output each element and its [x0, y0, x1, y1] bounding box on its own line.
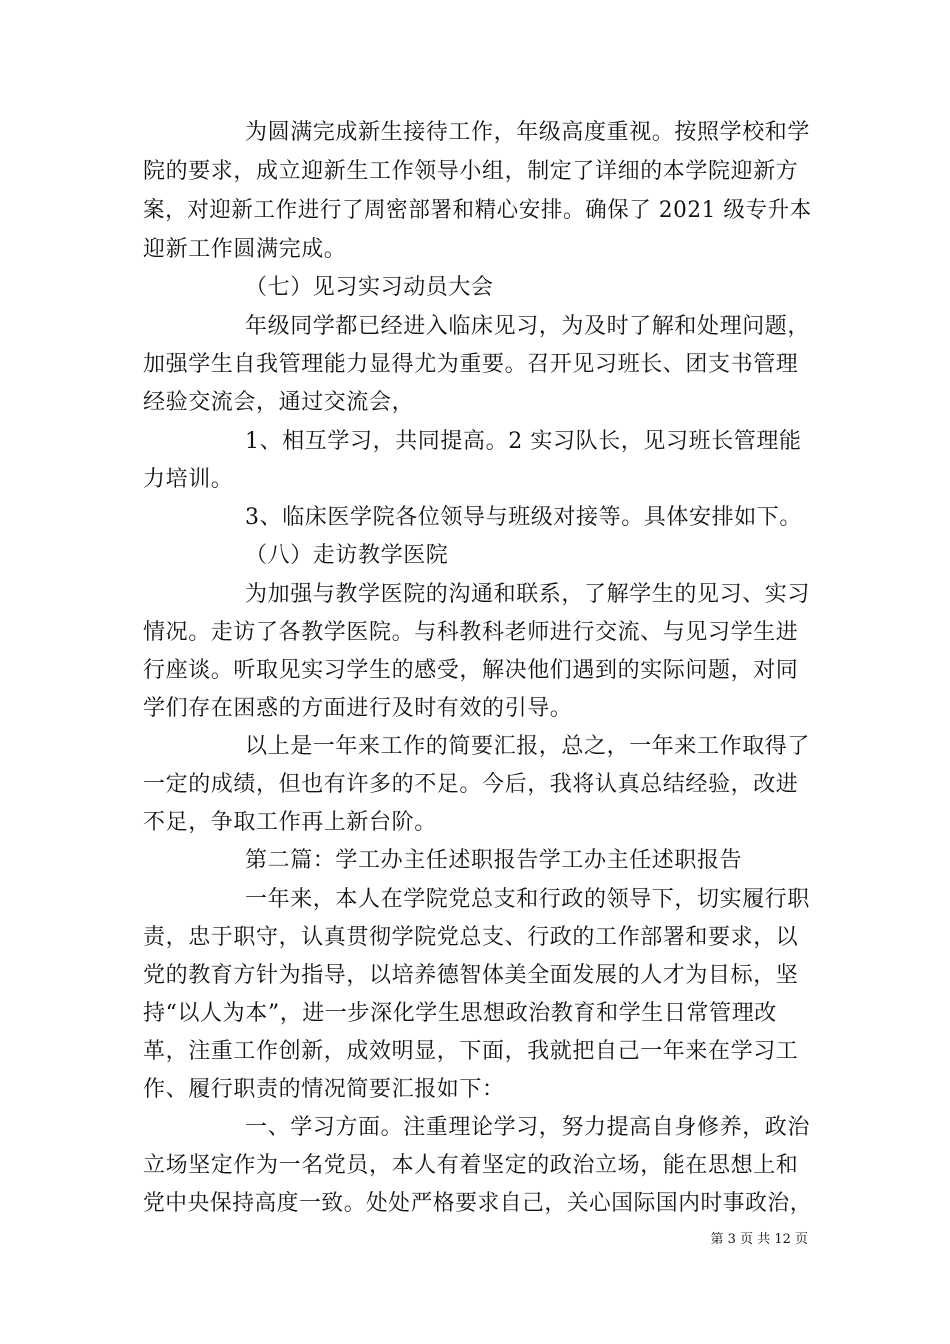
text-line-17: 以上是一年来工作的简要汇报，总之，一年来工作取得了 [245, 734, 811, 759]
text-line-4: 迎新工作圆满完成。 [143, 237, 347, 262]
text-line-15: 行座谈。听取见实习学生的感受，解决他们遇到的实际问题，对同 [143, 658, 799, 683]
text-line-22: 责，忠于职守，认真贯彻学院党总支、行政的工作部署和要求，以 [143, 925, 799, 950]
text-line-23: 党的教育方针为指导，以培养德智体美全面发展的人才为目标，坚 [143, 963, 799, 988]
text-line-28: 立场坚定作为一名党员，本人有着坚定的政治立场，能在思想上和 [143, 1153, 799, 1178]
text-line-24: 持“以人为本”，进一步深化学生思想政治教育和学生日常管理改 [143, 1001, 777, 1026]
text-line-3: 案，对迎新工作进行了周密部署和精心安排。确保了 2021 级专升本 [143, 198, 812, 223]
text-line-27: 一、学习方面。注重理论学习，努力提高自身修养，政治 [245, 1115, 811, 1140]
text-line-1: 为圆满完成新生接待工作，年级高度重视。按照学校和学 [245, 120, 811, 145]
section-heading-7: （七）见习实习动员大会 [245, 275, 494, 300]
text-line-7: 加强学生自我管理能力显得尤为重要。召开见习班长、团支书管理 [143, 352, 799, 377]
text-line-16: 学们存在困惑的方面进行及时有效的引导。 [143, 696, 573, 721]
text-line-2: 院的要求，成立迎新生工作领导小组，制定了详细的本学院迎新方 [143, 159, 799, 184]
text-line-18: 一定的成绩，但也有许多的不足。今后，我将认真总结经验，改进 [143, 772, 799, 797]
page-number-footer: 第 3 页 共 12 页 [710, 1232, 808, 1247]
text-line-13: 为加强与教学医院的沟通和联系，了解学生的见习、实习 [245, 582, 811, 607]
list-item-3: 3、临床医学院各位领导与班级对接等。具体安排如下。 [245, 505, 802, 530]
text-line-26: 作、履行职责的情况简要汇报如下： [143, 1077, 505, 1102]
text-line-6: 年级同学都已经进入临床见习，为及时了解和处理问题， [245, 314, 811, 339]
chapter-heading-2: 第二篇：学工办主任述职报告学工办主任述职报告 [245, 848, 743, 873]
text-line-8: 经验交流会，通过交流会， [143, 390, 415, 415]
text-line-14: 情况。走访了各教学医院。与科教科老师进行交流、与见习学生进 [143, 620, 799, 645]
text-line-10: 力培训。 [143, 467, 234, 492]
section-heading-8: （八）走访教学医院 [245, 543, 449, 568]
text-line-21: 一年来，本人在学院党总支和行政的领导下，切实履行职 [245, 887, 811, 912]
text-line-19: 不足，争取工作再上新台阶。 [143, 810, 437, 835]
text-line-25: 革，注重工作创新，成效明显，下面，我就把自己一年来在学习工 [143, 1039, 799, 1064]
list-item-1: 1、相互学习，共同提高。2 实习队长，见习班长管理能 [245, 429, 802, 454]
text-line-29: 党中央保持高度一致。处处严格要求自己，关心国际国内时事政治， [143, 1191, 813, 1216]
